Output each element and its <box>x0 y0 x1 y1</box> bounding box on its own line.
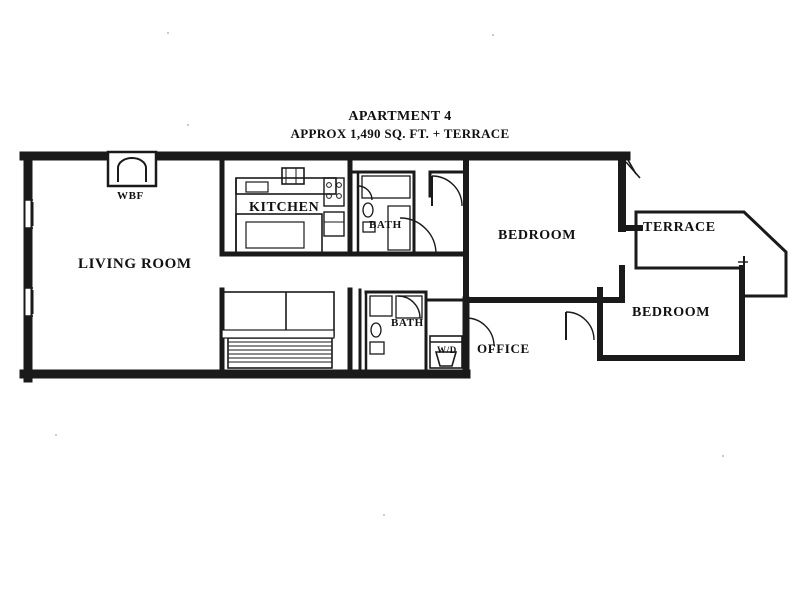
apartment-title: APARTMENT 4 <box>348 109 452 124</box>
fireplace <box>108 152 156 186</box>
fixture-label-washer-dryer: W/D <box>437 345 457 355</box>
room-label-bath-1: BATH <box>369 219 402 231</box>
room-label-living-room: LIVING ROOM <box>78 256 192 272</box>
room-label-office: OFFICE <box>477 341 530 356</box>
room-label-terrace: TERRACE <box>643 220 716 235</box>
room-label-bedroom-1: BEDROOM <box>498 228 577 243</box>
apartment-area-note: APPROX 1,490 SQ. FT. + TERRACE <box>290 125 510 141</box>
terrace-door <box>626 160 748 268</box>
lower-left-fixtures <box>222 292 334 368</box>
room-label-bath-2: BATH <box>391 317 424 329</box>
room-label-bedroom-2: BEDROOM <box>632 305 711 320</box>
room-label-kitchen: KITCHEN <box>249 200 320 215</box>
bath-1-fixtures <box>362 176 410 250</box>
right-wing-walls <box>466 156 786 358</box>
fixture-label-wbf: WBF <box>117 190 144 202</box>
